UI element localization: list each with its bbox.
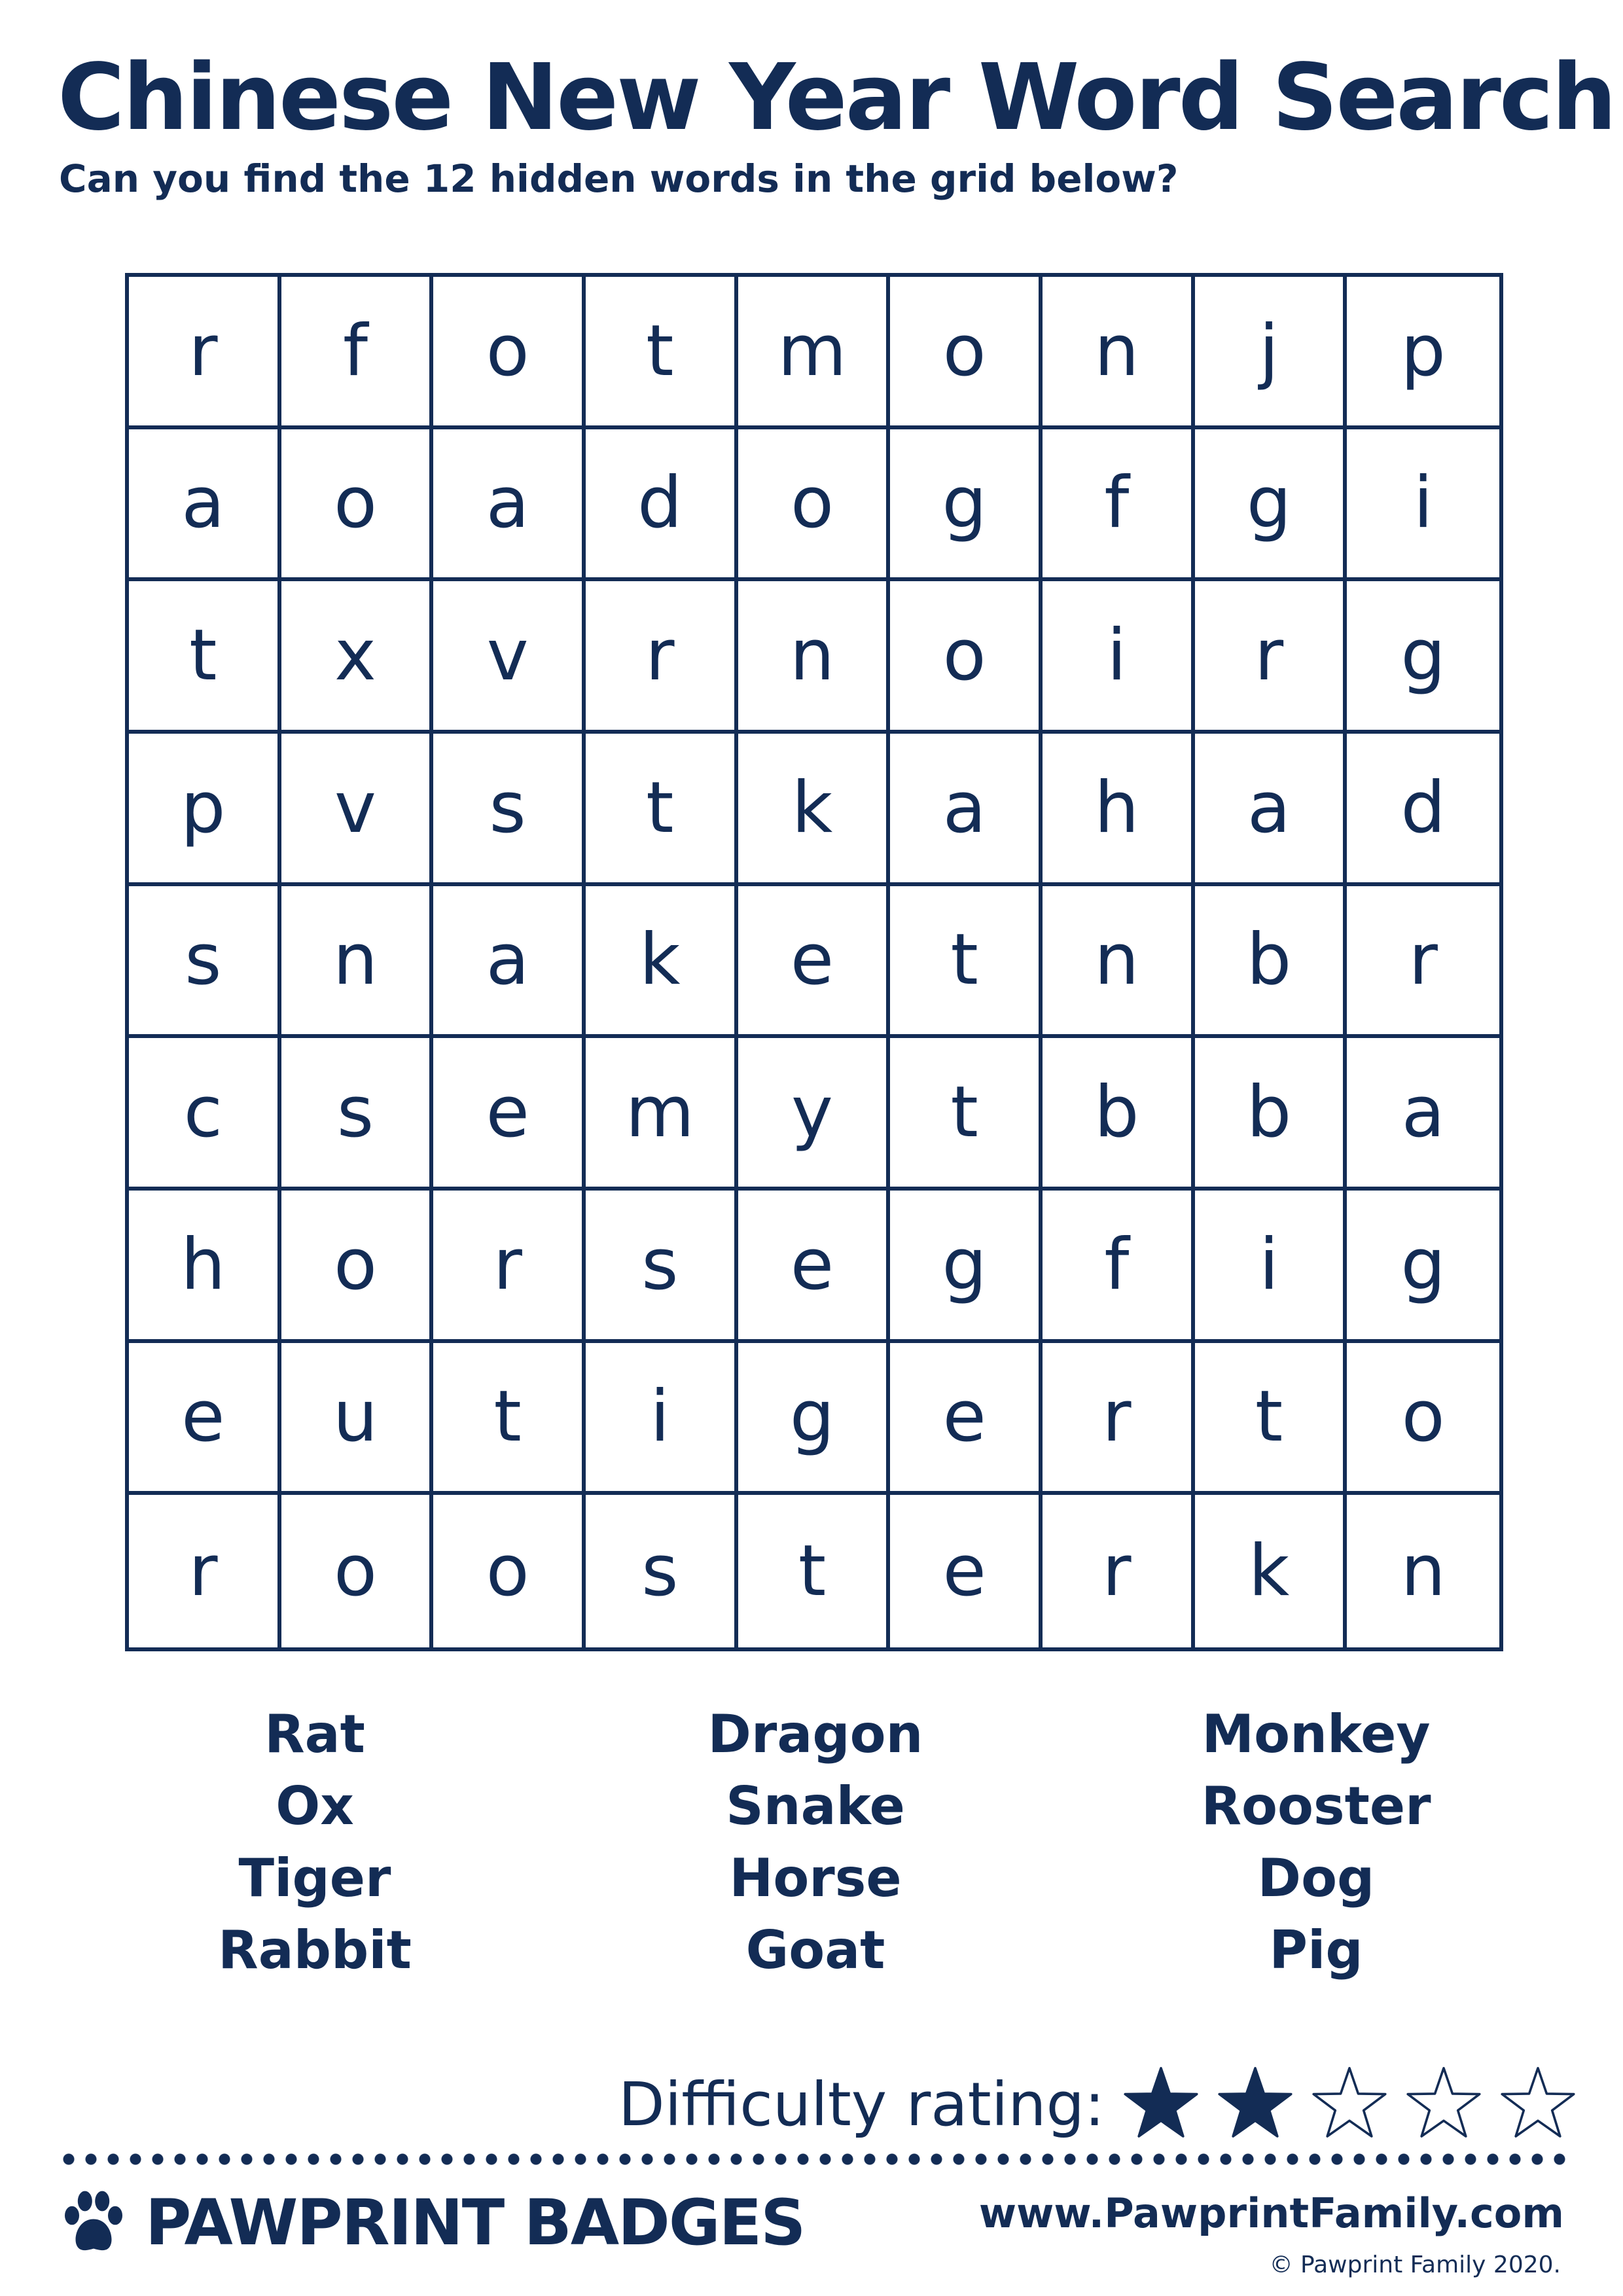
grid-cell[interactable]: g bbox=[1347, 1191, 1499, 1343]
grid-cell[interactable]: t bbox=[586, 734, 738, 886]
word-list-item: Rooster bbox=[1201, 1776, 1431, 1837]
grid-cell[interactable]: i bbox=[1043, 581, 1195, 734]
word-list-item: Tiger bbox=[238, 1848, 391, 1909]
word-list-item: Monkey bbox=[1202, 1704, 1431, 1765]
grid-cell[interactable]: t bbox=[586, 277, 738, 429]
grid-cell[interactable]: t bbox=[738, 1495, 891, 1647]
grid-cell[interactable]: e bbox=[890, 1495, 1043, 1647]
grid-cell[interactable]: n bbox=[1043, 277, 1195, 429]
website-link[interactable]: www.PawprintFamily.com bbox=[978, 2189, 1564, 2237]
grid-cell[interactable]: t bbox=[1195, 1343, 1347, 1496]
grid-cell[interactable]: f bbox=[1043, 1191, 1195, 1343]
grid-cell[interactable]: r bbox=[433, 1191, 586, 1343]
grid-cell[interactable]: d bbox=[1347, 734, 1499, 886]
empty-star-icon bbox=[1310, 2065, 1389, 2144]
word-list-column bbox=[586, 1698, 1044, 1986]
grid-cell[interactable]: u bbox=[281, 1343, 434, 1496]
page-subtitle: Can you find the 12 hidden words in the grid below? bbox=[59, 156, 1179, 201]
grid-cell[interactable]: r bbox=[1043, 1343, 1195, 1496]
grid-cell[interactable]: g bbox=[1195, 429, 1347, 582]
difficulty-rating bbox=[618, 2065, 1577, 2144]
grid-cell[interactable]: r bbox=[586, 581, 738, 734]
grid-cell[interactable]: o bbox=[433, 1495, 586, 1647]
grid-cell[interactable]: o bbox=[281, 1191, 434, 1343]
grid-cell[interactable]: o bbox=[890, 277, 1043, 429]
grid-cell[interactable]: r bbox=[129, 1495, 281, 1647]
grid-cell[interactable]: n bbox=[738, 581, 891, 734]
grid-cell[interactable]: a bbox=[1347, 1038, 1499, 1191]
grid-cell[interactable]: e bbox=[433, 1038, 586, 1191]
grid-cell[interactable]: p bbox=[129, 734, 281, 886]
grid-cell[interactable]: o bbox=[1347, 1343, 1499, 1496]
word-search-grid bbox=[125, 273, 1503, 1651]
grid-cell[interactable]: t bbox=[890, 886, 1043, 1039]
dotted-divider bbox=[58, 2153, 1571, 2165]
grid-cell[interactable]: e bbox=[890, 1343, 1043, 1496]
word-list-item: Pig bbox=[1269, 1920, 1363, 1981]
word-list-item: Dog bbox=[1257, 1848, 1375, 1909]
brand-name: PAWPRINT BADGES bbox=[145, 2186, 805, 2259]
grid-cell[interactable]: b bbox=[1043, 1038, 1195, 1191]
grid-cell[interactable]: c bbox=[129, 1038, 281, 1191]
grid-cell[interactable]: i bbox=[1347, 429, 1499, 582]
filled-star-icon bbox=[1122, 2065, 1200, 2144]
grid-cell[interactable]: f bbox=[1043, 429, 1195, 582]
grid-cell[interactable]: m bbox=[738, 277, 891, 429]
grid-cell[interactable]: r bbox=[1195, 581, 1347, 734]
word-list-item: Snake bbox=[726, 1776, 905, 1837]
grid-cell[interactable]: v bbox=[433, 581, 586, 734]
grid-cell[interactable]: a bbox=[129, 429, 281, 582]
word-list-item: Ox bbox=[276, 1776, 354, 1837]
grid-cell[interactable]: t bbox=[890, 1038, 1043, 1191]
grid-cell[interactable]: d bbox=[586, 429, 738, 582]
grid-cell[interactable]: t bbox=[129, 581, 281, 734]
word-list-column bbox=[1087, 1698, 1545, 1986]
grid-cell[interactable]: g bbox=[890, 429, 1043, 582]
grid-cell[interactable]: r bbox=[129, 277, 281, 429]
grid-cell[interactable]: g bbox=[890, 1191, 1043, 1343]
empty-star-icon bbox=[1404, 2065, 1483, 2144]
grid-cell[interactable]: s bbox=[129, 886, 281, 1039]
grid-cell[interactable]: o bbox=[281, 429, 434, 582]
grid-cell[interactable]: j bbox=[1195, 277, 1347, 429]
page-title: Chinese New Year Word Search bbox=[58, 45, 1615, 151]
grid-cell[interactable]: s bbox=[433, 734, 586, 886]
grid-cell[interactable]: r bbox=[1347, 886, 1499, 1039]
grid-cell[interactable]: s bbox=[586, 1495, 738, 1647]
grid-cell[interactable]: f bbox=[281, 277, 434, 429]
grid-cell[interactable]: n bbox=[281, 886, 434, 1039]
grid-cell[interactable]: a bbox=[890, 734, 1043, 886]
grid-cell[interactable]: i bbox=[1195, 1191, 1347, 1343]
grid-cell[interactable]: v bbox=[281, 734, 434, 886]
grid-cell[interactable]: a bbox=[433, 429, 586, 582]
grid-cell[interactable]: o bbox=[281, 1495, 434, 1647]
grid-cell[interactable]: s bbox=[586, 1191, 738, 1343]
grid-cell[interactable]: e bbox=[738, 1191, 891, 1343]
grid-cell[interactable]: x bbox=[281, 581, 434, 734]
grid-cell[interactable]: g bbox=[1347, 581, 1499, 734]
grid-cell[interactable]: n bbox=[1400, 1530, 1446, 1613]
grid-cell[interactable]: s bbox=[281, 1038, 434, 1191]
filled-star-icon bbox=[1216, 2065, 1294, 2144]
word-list-column bbox=[86, 1698, 544, 1986]
grid-cell[interactable]: b bbox=[1195, 1038, 1347, 1191]
grid-cell[interactable]: e bbox=[129, 1343, 281, 1496]
word-list-item: Goat bbox=[745, 1920, 885, 1981]
copyright-notice: © Pawprint Family 2020. bbox=[1269, 2251, 1561, 2278]
grid-cell[interactable]: i bbox=[586, 1343, 738, 1496]
grid-cell[interactable]: o bbox=[433, 277, 586, 429]
word-list-item: Rat bbox=[264, 1704, 365, 1765]
difficulty-label: Difficulty rating: bbox=[618, 2069, 1105, 2140]
grid-cell[interactable]: k bbox=[738, 734, 891, 886]
grid-cell[interactable]: a bbox=[433, 886, 586, 1039]
word-list-item: Horse bbox=[729, 1848, 902, 1909]
grid-cell[interactable]: h bbox=[1043, 734, 1195, 886]
grid-cell[interactable]: k bbox=[586, 886, 738, 1039]
paw-print-icon bbox=[58, 2187, 130, 2259]
grid-cell[interactable]: h bbox=[129, 1191, 281, 1343]
pawprint-badges-logo bbox=[58, 2186, 804, 2259]
grid-cell[interactable]: p bbox=[1347, 277, 1499, 429]
grid-cell[interactable]: y bbox=[738, 1038, 891, 1191]
grid-cell[interactable]: m bbox=[586, 1038, 738, 1191]
difficulty-stars bbox=[1122, 2065, 1577, 2144]
word-list-item: Rabbit bbox=[218, 1920, 412, 1981]
grid-cell[interactable]: r bbox=[1043, 1495, 1195, 1647]
grid-cell[interactable]: o bbox=[890, 581, 1043, 734]
grid-cell[interactable]: e bbox=[738, 886, 891, 1039]
grid-cell[interactable]: n bbox=[1043, 886, 1195, 1039]
grid-cell[interactable]: b bbox=[1195, 886, 1347, 1039]
grid-cell[interactable]: k bbox=[1195, 1495, 1347, 1647]
word-list-item: Dragon bbox=[707, 1704, 923, 1765]
grid-cell[interactable]: o bbox=[738, 429, 891, 582]
grid-cell[interactable]: g bbox=[738, 1343, 891, 1496]
empty-star-icon bbox=[1499, 2065, 1577, 2144]
grid-cell[interactable]: a bbox=[1195, 734, 1347, 886]
grid-cell[interactable]: t bbox=[433, 1343, 586, 1496]
